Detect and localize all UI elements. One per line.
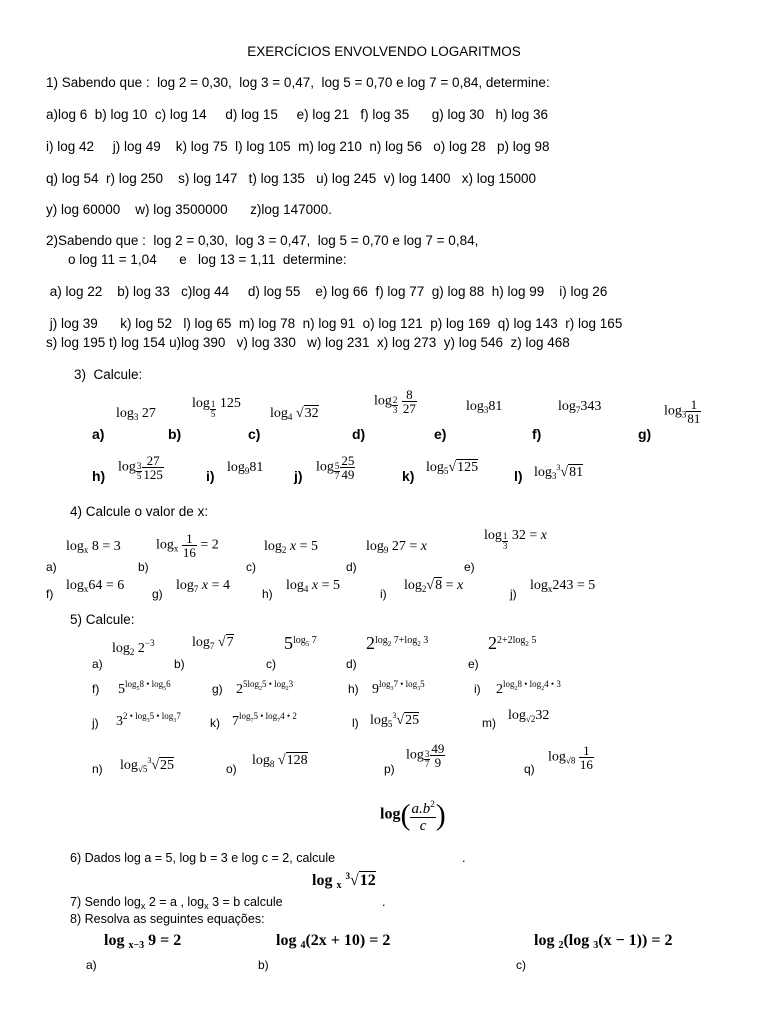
q3-expr-a: $\log_3 27$ [116, 406, 156, 422]
q3-expr-b: log $\frac{1}{5}$ 125 [192, 396, 241, 419]
q3-label-i: i) [206, 468, 215, 484]
q5-expr-n: $\log_{√5}^3√25$ [120, 756, 175, 774]
q3-label-j: j) [294, 468, 303, 484]
q5-expr-k: $7^{log_75 • log_74 • 2}$ [232, 711, 297, 729]
q2-line-2: j) log 39 k) log 52 l) log 65 m) log 78 n) log 91 o) log 121 p) log 169 q) log 143 r) log 165 [46, 316, 623, 331]
q4-expr-d: $\log_9 27 = x$ [366, 539, 428, 555]
q7-expr: log $_x$ $^3$√12 [312, 871, 376, 891]
q3-expr-f: $\log_7343$ [558, 399, 602, 415]
q5-expr-l: $\log_5^3√25$ [370, 711, 420, 729]
q5-expr-h: $9^{log_37 • log_35}$ [372, 679, 425, 697]
q3-label-h: h) [92, 468, 106, 484]
q3-expr-g: $\log_3$ $\frac{1}{81}$ [664, 397, 701, 426]
q1-line-1: a)log 6 b) log 10 c) log 14 d) log 15 e) log 21 f) log 35 g) log 30 h) log 36 [46, 107, 549, 122]
q5-label-h: h) [348, 682, 359, 696]
q5-label-m: m) [482, 716, 496, 730]
q5-label-k: k) [210, 716, 220, 730]
q5-label-b: b) [174, 657, 185, 671]
q5-expr-a: $\log_2 2^{-3}$ [112, 638, 155, 657]
q3-heading: 3) Calcule: [74, 367, 143, 382]
q8-label-b: b) [258, 958, 269, 972]
q3-label-d: d) [352, 426, 366, 442]
q3-expr-h: log $\frac{3}{5}$ $\frac{27}{125}$ [118, 453, 163, 482]
q5-expr-i: $2^{log_28 • log_24 • 3}$ [496, 679, 561, 697]
q8-expr-b: log $_4$(2x + 10) = 2 [276, 932, 391, 951]
q5-expr-p: log $\frac{3}{7}$ $\frac{49}{9}$ [406, 741, 445, 770]
q3-label-c: c) [248, 426, 261, 442]
q3-label-b: b) [168, 426, 182, 442]
q1-line-3: q) log 54 r) log 250 s) log 147 t) log 135 u) log 245 v) log 1400 x) log 15000 [46, 171, 537, 186]
q5-expr-o: $\log_8 √128$ [252, 753, 308, 769]
q4-label-e: e) [464, 560, 475, 574]
q6-text: 6) Dados log a = 5, log b = 3 e log c = 2, calcule [70, 851, 336, 865]
q3-label-f: f) [532, 426, 542, 442]
q8-expr-c: log $_2$(log $_3$(x − 1)) = 2 [534, 932, 673, 951]
q5-label-i: i) [474, 682, 481, 696]
q3-expr-l: $\log_3^3√81$ [534, 463, 584, 481]
q5-label-p: p) [384, 762, 395, 776]
q3-label-l: l) [514, 468, 523, 484]
q1-line-2: i) log 42 j) log 49 k) log 75 l) log 105 m) log 210 n) log 56 o) log 28 p) log 98 [46, 139, 550, 154]
q7-dot: . [382, 895, 386, 909]
q4-expr-j: $\log_x243 = 5$ [530, 578, 596, 594]
q8-label-a: a) [86, 958, 97, 972]
q5-expr-m: $\log_{√2}32$ [508, 708, 550, 724]
q5-label-g: g) [212, 682, 223, 696]
q4-label-h: h) [262, 587, 273, 601]
q2-intro: 2)Sabendo que : log 2 = 0,30, log 3 = 0,47, log 5 = 0,70 e log 7 = 0,84, [46, 233, 479, 248]
q8-heading: 8) Resolva as seguintes equações: [70, 912, 265, 926]
q4-expr-b: $\log_x$ $\frac{1}{16}$ = 2 [156, 531, 219, 560]
q2-line-1: a) log 22 b) log 33 c)log 44 d) log 55 e) log 66 f) log 77 g) log 88 h) log 99 i) log 26 [46, 284, 608, 299]
q3-expr-c: $\log_4 √32$ [270, 406, 319, 422]
q5-expr-d: $2^{log_2 7+log_2 3}$ [366, 633, 429, 653]
q5-label-q: q) [524, 762, 535, 776]
q5-heading: 5) Calcule: [70, 612, 135, 627]
q5-label-f: f) [92, 682, 100, 696]
q4-expr-h: $\log_4 x = 5$ [286, 578, 341, 594]
q4-expr-c: $\log_2 x = 5$ [264, 539, 319, 555]
q3-label-a: a) [92, 426, 105, 442]
q7-text: 7) Sendo $\log_x 2 = a$ , $\log_x 3 = b$ calcule [70, 895, 283, 911]
q4-label-f: f) [46, 587, 54, 601]
q2-intro-2: o log 11 = 1,04 e log 13 = 1,11 determine: [68, 252, 347, 267]
q3-label-g: g) [638, 426, 652, 442]
q2-line-3: s) log 195 t) log 154 u)log 390 v) log 330 w) log 231 x) log 273 y) log 546 z) log 468 [46, 335, 570, 350]
q5-expr-e: $2^{2+2log_2 5}$ [488, 633, 537, 653]
q4-expr-f: $\log_x64 = 6$ [66, 578, 125, 594]
q3-label-e: e) [434, 426, 447, 442]
q5-label-c: c) [266, 657, 276, 671]
q4-heading: 4) Calcule o valor de x: [70, 504, 209, 519]
q5-label-o: o) [226, 762, 237, 776]
q6-dot: . [462, 851, 466, 865]
q5-label-n: n) [92, 762, 103, 776]
q6-expr: log( $\frac{a.b^2}{c}$ ) [380, 796, 446, 834]
q4-label-c: c) [246, 560, 256, 574]
q3-expr-i: $\log_981$ [227, 460, 264, 476]
q4-expr-a: $\log_x 8 = 3$ [66, 539, 121, 555]
q3-expr-k: $\log_5√125$ [426, 460, 479, 476]
q4-expr-g: $\log_7 x = 4$ [176, 578, 231, 594]
q8-expr-a: log $_{x-3}$ 9 = 2 [104, 932, 182, 951]
q5-expr-g: $2^{5log_25 • log_23}$ [236, 679, 294, 697]
q4-label-b: b) [138, 560, 149, 574]
q5-label-e: e) [468, 657, 479, 671]
q4-expr-e: log $\frac{1}{3}$ 32 = x [484, 528, 548, 551]
q5-expr-q: $\log_{√8}$ $\frac{1}{16}$ [548, 743, 593, 772]
q5-label-j: j) [92, 716, 99, 730]
q4-label-a: a) [46, 560, 57, 574]
page-title: EXERCÍCIOS ENVOLVENDO LOGARITMOS [247, 44, 521, 59]
q5-label-d: d) [346, 657, 357, 671]
q5-label-l: l) [352, 716, 359, 730]
q4-label-i: i) [380, 587, 387, 601]
q5-expr-b: $\log_7 √7$ [192, 635, 234, 651]
q5-expr-f: $5^{log_58 • log_56}$ [118, 679, 171, 697]
q4-label-j: j) [510, 587, 517, 601]
q4-label-d: d) [346, 560, 357, 574]
q5-expr-j: $3^{2 • log_35 • log_37}$ [116, 711, 181, 729]
q3-expr-e: $\log_381$ [466, 399, 503, 415]
q5-label-a: a) [92, 657, 103, 671]
q4-expr-i: $\log_2√8 = x$ [404, 578, 464, 594]
q4-label-g: g) [152, 587, 163, 601]
q5-expr-c: $5^{log_5 7}$ [284, 633, 317, 653]
q3-expr-j: log $\frac{5}{7}$ $\frac{25}{49}$ [316, 453, 355, 482]
q3-label-k: k) [402, 468, 415, 484]
q1-line-4: y) log 60000 w) log 3500000 z)log 147000. [46, 202, 332, 217]
q8-label-c: c) [516, 958, 526, 972]
q3-expr-d: log $\frac{2}{3}$ $\frac{8}{27}$ [374, 387, 416, 416]
q1-intro: 1) Sabendo que : log 2 = 0,30, log 3 = 0,47, log 5 = 0,70 e log 7 = 0,84, determine: [46, 75, 550, 90]
